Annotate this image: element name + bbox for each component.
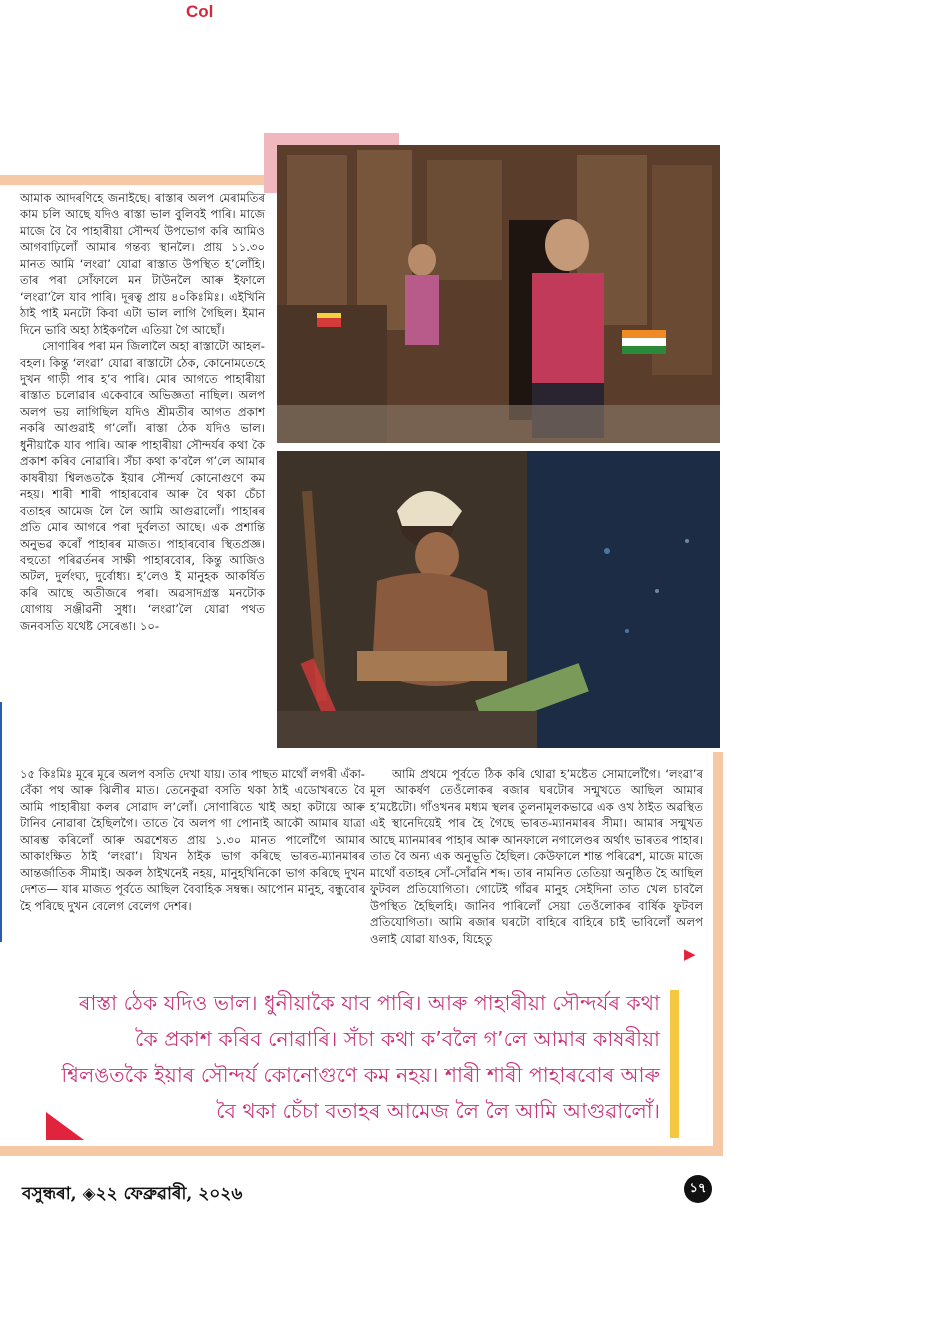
article-column-bottom-left [20, 766, 365, 914]
paragraph: আমি প্ৰথমে পূৰ্বতে ঠিক কৰি থোৱা হ’মষ্টেত সোমালোঁগৈ। ‘লংৱা’ৰ মূল আকৰ্ষণ তেওঁলোকৰ ৰজাৰ ঘৰটোৰ সন্মুখতে আছিল আমাৰ হ’মষ্টেটো। গাঁওখনৰ মধ্যম স্থলৰ তুলনামূলকভাৱে এক ওখ ঠাইত অৱস্থিত এই স্থানেদিয়েই পাৰ হৈ গৈছে ভাৰত-ম্যানমাৰৰ সীমা। আমাৰ সন্মুখত আছে ম্যানমাৰৰ পাহাৰ আৰু আনফালে নগালেণ্ডৰ অৰ্থাৎ ভাৰতৰ পাহাৰ। তাত বৈ অন্য এক অনুভূতি হৈছিল। কেউফালে শান্ত পৰিৱেশ, মাজে মাজে মাথোঁ বতাহৰ সোঁ-সোঁৱনি শব্দ। তাৰ নামনিত তেতিয়া অনুষ্ঠিত হৈ আছিল ফুটবল প্ৰতিযোগিতা। গোটেই গাঁৱৰ মানুহ সেইদিনা তাত খেল চাবলৈ উপস্থিত হৈছিলহি। জানিব পাৰিলোঁ সেয়া তেওঁলোকৰ বাৰ্ষিক ফুটবল প্ৰতিযোগিতা। আমি ৰজাৰ ঘৰটো বাহিৰে বাহিৰে চাই ভাবিলোঁ অলপ ওলাই যোৱা যাওক, যিহেতু [370, 767, 703, 946]
corner-label: Col [186, 2, 214, 21]
pull-quote: ৰাস্তা ঠেক যদিও ভাল। ধুনীয়াকৈ যাব পাৰি। আৰু পাহাৰীয়া সৌন্দৰ্যৰ কথা কৈ প্ৰকাশ কৰিব নোৱাৰি। সঁচা কথা ক’বলৈ গ’লে আমাৰ কাষৰীয়া শ্বিলঙতকৈ ইয়াৰ সৌন্দৰ্য কোনোগুণে কম নহয়। শাৰী শাৰী পাহাৰবোৰ আৰু বৈ থকা চেঁচা বতাহৰ আমেজ লৈ লৈ আমি আগুৱালোঁ। [61, 991, 660, 1123]
photo-frame-accent-vertical [264, 133, 278, 193]
pull-quote-corner-triangle [46, 1112, 84, 1140]
decorative-frame-bottom [0, 1146, 723, 1156]
paragraph: সোণাৰিৰ পৰা মন জিলালৈ অহা ৰাস্তাটো আহল-বহল। কিন্তু ‘লংৱা’ যোৱা ৰাস্তাটো ঠেক, কোনোমতেহে দুখন গাড়ী পাৰ হ’ব পাৰি। মোৰ আগতে পাহাৰীয়া ৰাস্তাত চলোৱাৰ একেবাৰে অভিজ্ঞতা নাছিল। অলপ অলপ ভয় লাগিছিল যদিও শ্ৰীমতীৰ আগত প্ৰকাশ নকৰি আগুৱাই গ’লোঁ। ৰাস্তা ঠেক যদিও ভাল। ধুনীয়াকৈ যাব পাৰি। আৰু পাহাৰীয়া সৌন্দৰ্যৰ কথা কৈ প্ৰকাশ কৰিব নোৱাৰি। সঁচা কথা ক’বলৈ গ’লে আমাৰ কাষৰীয়া শ্বিলঙতকৈ ইয়াৰ সৌন্দৰ্য কোনোগুণে কম নহয়। শাৰী শাৰী পাহাৰবোৰ আৰু বৈ থকা চেঁচা বতাহৰ আমেজ লৈ লৈ আমি আগুৱালোঁ। পাহাৰৰ প্ৰতি মোৰ আগৰে পৰা দুৰ্বলতা আছে। এক প্ৰশান্তি অনুভৱ কৰোঁ পাহাৰৰ মাজত। পাহাৰবোৰ স্থিতপ্ৰজ্ঞ। বহুতো পৰিৱৰ্তনৰ সাক্ষী পাহাৰবোৰ, কিন্তু আজিও অটল, দুৰ্লংঘ্য, দুৰ্বোধ্য। হ’লেও ই মানুহক আকৰ্ষিত কৰি আছে অতীজৰে পৰা। অৱসাদগ্ৰস্ত মনটোক যোগায় সঞ্জীৱনী সুধা। ‘লংৱা’লৈ যোৱা পথত জনবসতি যথেষ্ট সেৰেঙা। ১০- [20, 339, 265, 633]
paragraph: ১৫ কিঃমিঃ মূৰে মূৰে অলপ বসতি দেখা যায়। তাৰ পাছত মাথোঁ লগৰী এঁকা-বেঁকা পথ আৰু ঝিলীৰ মাত। তেনেকুৱা বসতি থকা ঠাই এডোখৰতে বৈ আমি পাহাৰীয়া কলৰ সোৱাদ ল’লোঁ। সোণাৰিতে খাই অহা কটায়ে আৰু টানিব নোৱাৰা হৈছিলগৈ। তাতে বৈ অলপ গা পোনাই আকৌ আমাৰ যাত্ৰা আৰম্ভ কৰিলোঁ আৰু অৱশেষত প্ৰায় ১.৩০ মানত পালোঁগৈ আমাৰ আকাংক্ষিত ঠাই ‘লংৱা’। যিখন ঠাইক ভাগ কৰিছে ভাৰত-ম্যানমাৰৰ আন্তৰ্জাতিক সীমাই। অকল ঠাইখনেই নহয়, মানুহখিনিকো ভাগ কৰিছে দুখন দেশত— যাৰ মাজত পূৰ্বতে আছিল বৈবাহিক সম্বন্ধ। আপোন মানুহ, বন্ধুবোৰ হৈ পৰিছে দুখন বেলেগ বেলেগ দেশৰ। [20, 767, 365, 913]
pull-quote-bar [670, 990, 679, 1138]
paragraph: আমাক আদৰণিহে জনাইছে। ৰাস্তাৰ অলপ মেৰামতিৰ কাম চলি আছে যদিও ৰাস্তা ভাল বুলিবই পাৰি। মাজে মাজে বৈ বৈ পাহাৰীয়া সৌন্দৰ্য উপভোগ কৰি আমিও আগবাঢ়িলোঁ আমাৰ গন্তব্য স্থানলৈ। প্ৰায় ১১.৩০ মানত আমি ‘লংৱা’ যোৱা ৰাস্তাত উপস্থিত হ’লোঁহি। তাৰ পৰা সোঁফালে মন টাউনলৈ আৰু ইফালে ‘লংৱা’লৈ যাব পাৰি। দূৰত্ব প্ৰায় ৪০কিঃমিঃ। এইখিনি ঠাই পাই মনটো কিবা এটা ভাল লাগি গৈছিল। ইমান দিনে ভাবি অহা ঠাইকণলৈ এতিয়া গৈ আছোঁ। [20, 191, 265, 337]
page-number: ১৭ [684, 1175, 712, 1203]
page-footer: বসুন্ধৰা, ◈২২ ফেব্ৰুৱাৰী, ২০২৬ [22, 1184, 243, 1204]
decorative-frame-top [0, 175, 282, 185]
decorative-frame-right [713, 752, 723, 1156]
photo-konyak-man-by-fire [277, 451, 720, 748]
continue-arrow-icon: ▶ [684, 945, 696, 963]
article-column-left [20, 190, 265, 634]
article-column-bottom-right [370, 766, 703, 947]
margin-rule [0, 702, 2, 942]
photo-royal-house-interior [277, 145, 720, 443]
